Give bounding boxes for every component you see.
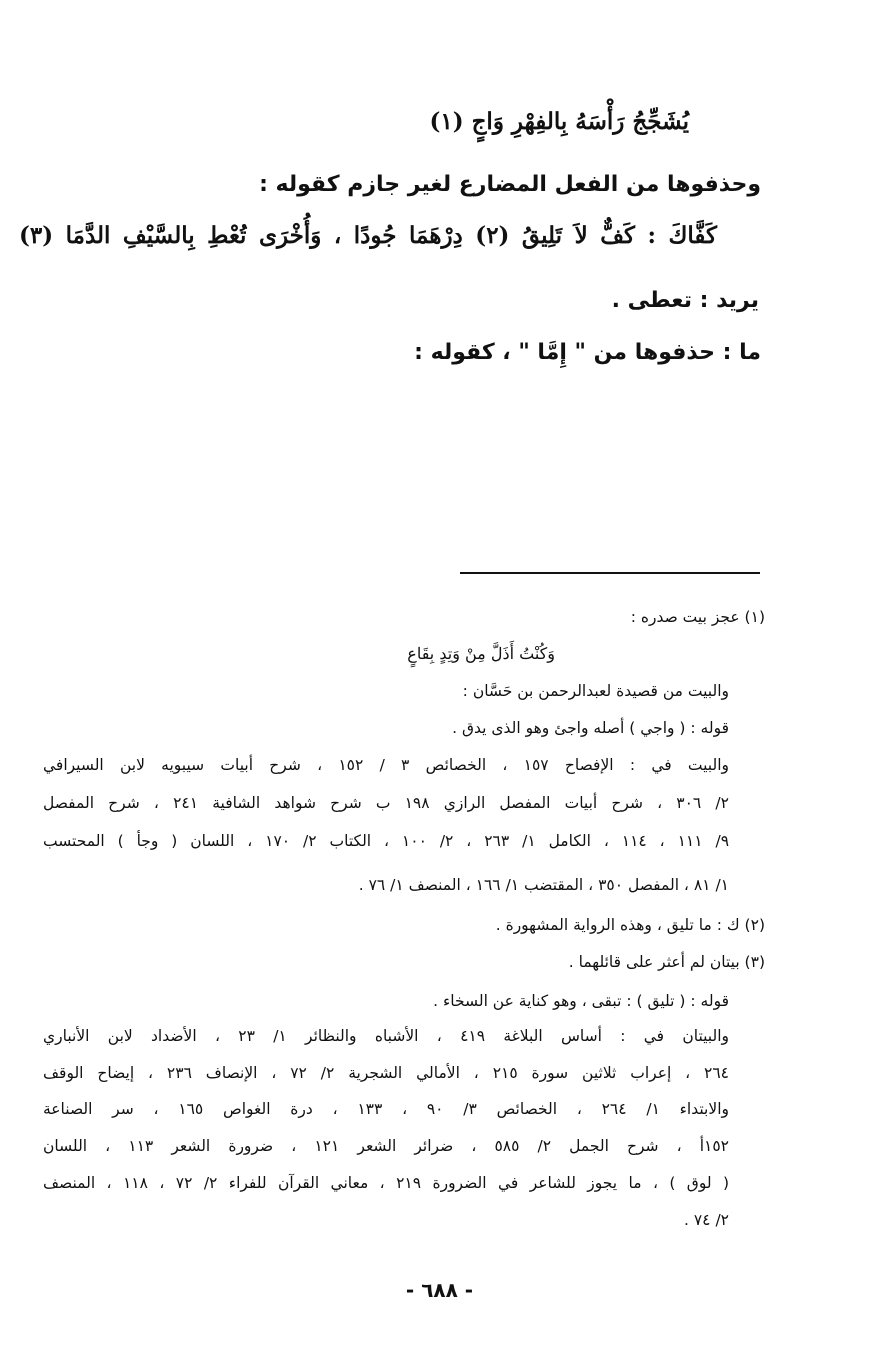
footnote-3-head: (٣) بيتان لم أعثر على قائلهما . xyxy=(568,953,765,971)
verse-line-1: يُشَجِّجُ رَأْسَهُ بِالفِهْرِ وَاجٍ (١) xyxy=(429,108,689,135)
footnote-1-line-3: والبيت في : الإفصاح ١٥٧ ، الخصائص ٣ / ١٥٢ ، شرح أبيات سيبويه لابن السيرافي xyxy=(43,756,729,774)
footnote-1-line-6: ١/ ٨١ ، المفصل ٣٥٠ ، المقتضب ١/ ١٦٦ ، المنصف ١/ ٧٦ . xyxy=(358,876,729,894)
footnote-3-line-1: قوله : ( تليق ) : تبقى ، وهو كناية عن السخاء . xyxy=(433,992,729,1010)
footnote-3-line-5: ١٥٢أ ، شرح الجمل ٢/ ٥٨٥ ، ضرائر الشعر ١٢١ ، ضرورة الشعر ١١٣ ، اللسان xyxy=(43,1137,730,1155)
footnote-3-line-4: والابتداء ١/ ٢٦٤ ، الخصائص ٣/ ٩٠ ، ١٣٣ ، درة الغواص ١٦٥ ، سر الصناعة xyxy=(43,1100,730,1118)
footnote-separator xyxy=(460,572,760,574)
footnote-1-line-4: ٢/ ٣٠٦ ، شرح أبيات المفصل الرازي ١٩٨ ب شرح شواهد الشافية ٢٤١ ، شرح المفصل xyxy=(43,794,729,812)
footnote-3-line-7: ٢/ ٧٤ . xyxy=(684,1211,729,1229)
footnote-3-line-2: والبيتان في : أساس البلاغة ٤١٩ ، الأشباه والنظائر ١/ ٢٣ ، الأضداد لابن الأنباري xyxy=(43,1027,729,1045)
verse-line-2: كَفَّاكَ : كَفٌّ لاَ تَلِيقُ (٢) دِرْهَمَا جُودًا ، وَأُخْرَى تُعْطِ بِالسَّيْفِ الدَّمَا (٣) xyxy=(19,222,717,249)
footnote-3-line-3: ٢٦٤ ، إعراب ثلاثين سورة ٢١٥ ، الأمالي الشجرية ٢/ ٧٢ ، الإنصاف ٢٣٦ ، إيضاح الوقف xyxy=(43,1064,729,1082)
page-number: - ٦٨٨ - xyxy=(405,1278,474,1302)
footnote-2: (٢) ك : ما تليق ، وهذه الرواية المشهورة . xyxy=(495,916,765,934)
text-line-5: ما : حذفوها من " إِمَّا " ، كقوله : xyxy=(414,340,761,365)
footnote-1-line-2: قوله : ( واجي ) أصله واجئ وهو الذى يدق . xyxy=(452,719,729,737)
footnote-1-line-1: والبيت من قصيدة لعبدالرحمن بن حَسَّان : xyxy=(462,682,729,700)
footnote-3-line-6: ( لوق ) ، ما يجوز للشاعر في الضرورة ٢١٩ ، معاني القرآن للفراء ٢/ ٧٢ ، ١١٨ ، المنصف xyxy=(43,1174,730,1192)
text-line-2: وحذفوها من الفعل المضارع لغير جازم كقوله : xyxy=(259,172,761,197)
footnote-1-head: (١) عجز بيت صدره : xyxy=(630,608,765,626)
footnote-1-verse: وَكُنْتُ أَذَلَّ مِنْ وَتِدٍ بِقَاعٍ xyxy=(407,644,555,663)
text-line-4: يريد : تعطى . xyxy=(611,288,759,313)
footnote-1-line-5: ٩/ ١١١ ، ١١٤ ، الكامل ١/ ٢٦٣ ، ٢/ ١٠٠ ، الكتاب ٢/ ١٧٠ ، اللسان ( وجأ ) المحتسب xyxy=(43,832,730,850)
